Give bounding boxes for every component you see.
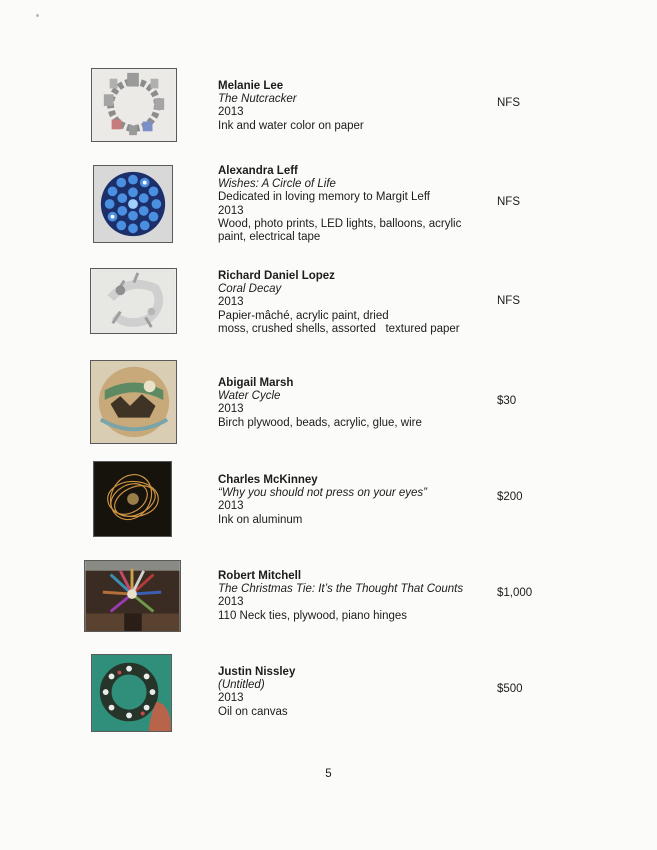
artwork-info bbox=[218, 666, 478, 719]
artwork-title: Water Cycle bbox=[218, 390, 281, 403]
artist-name: Charles McKinney bbox=[218, 474, 318, 486]
artwork-medium-line1: Papier-mâché, acrylic paint, dried bbox=[218, 309, 389, 322]
artwork-year: 2013 bbox=[218, 106, 244, 119]
artwork-thumbnail-water-cycle bbox=[90, 360, 177, 444]
artist-name: Abigail Marsh bbox=[218, 377, 294, 389]
untitled-painting-image bbox=[92, 655, 171, 731]
artwork-thumbnail-press-on-eyes bbox=[93, 461, 172, 537]
artwork-title: The Christmas Tie: It’s the Thought That Counts bbox=[218, 583, 464, 596]
artwork-medium: Ink and water color on paper bbox=[218, 119, 364, 132]
artist-name: Robert Mitchell bbox=[218, 570, 302, 582]
artwork-medium: Oil on canvas bbox=[218, 705, 288, 718]
artwork-year: 2013 bbox=[218, 692, 244, 705]
artwork-title: The Nutcracker bbox=[218, 93, 297, 106]
artwork-info bbox=[218, 474, 478, 527]
artwork-title: Coral Decay bbox=[218, 283, 282, 296]
artwork-price: $1,000 bbox=[497, 587, 533, 599]
artwork-info bbox=[218, 570, 478, 623]
artwork-thumbnail-coral-decay bbox=[90, 268, 177, 334]
artwork-price: $30 bbox=[497, 395, 517, 407]
page-number: 5 bbox=[325, 768, 332, 780]
artwork-year: 2013 bbox=[218, 596, 244, 609]
artwork-info bbox=[218, 377, 478, 430]
artwork-info bbox=[218, 165, 478, 244]
artwork-thumbnail-nutcracker bbox=[91, 68, 177, 142]
artwork-thumbnail-christmas-tie bbox=[84, 560, 181, 632]
artwork-year: 2013 bbox=[218, 204, 244, 217]
artwork-medium: 110 Neck ties, plywood, piano hinges bbox=[218, 609, 408, 622]
artwork-medium: Birch plywood, beads, acrylic, glue, wire bbox=[218, 416, 422, 429]
artwork-price: NFS bbox=[497, 295, 520, 307]
wishes-image bbox=[94, 166, 172, 242]
artwork-price: NFS bbox=[497, 196, 520, 208]
artwork-price: NFS bbox=[497, 97, 520, 109]
coral-decay-image bbox=[91, 269, 176, 333]
water-cycle-image bbox=[91, 361, 176, 443]
artist-name: Melanie Lee bbox=[218, 80, 284, 92]
artwork-medium: Ink on aluminum bbox=[218, 513, 303, 526]
artwork-dedication: Dedicated in loving memory to Margit Leff bbox=[218, 191, 430, 204]
artist-name: Alexandra Leff bbox=[218, 165, 298, 177]
scan-speck bbox=[36, 14, 39, 17]
artwork-year: 2013 bbox=[218, 500, 244, 513]
artwork-year: 2013 bbox=[218, 403, 244, 416]
artwork-title: “Why you should not press on your eyes” bbox=[218, 487, 428, 500]
press-on-eyes-image bbox=[94, 462, 171, 536]
nutcracker-image bbox=[92, 69, 176, 141]
artwork-title: (Untitled) bbox=[218, 679, 265, 692]
christmas-tie-image bbox=[85, 561, 180, 631]
artwork-thumbnail-untitled bbox=[91, 654, 172, 732]
artwork-info bbox=[218, 80, 478, 133]
artwork-medium: Wood, photo prints, LED lights, balloons, acrylic paint, electrical tape bbox=[218, 217, 462, 244]
artist-name: Justin Nissley bbox=[218, 666, 296, 678]
artist-name: Richard Daniel Lopez bbox=[218, 270, 335, 282]
artwork-year: 2013 bbox=[218, 296, 244, 309]
artwork-medium-line2: moss, crushed shells, assorted textured paper bbox=[218, 322, 460, 335]
artwork-price: $200 bbox=[497, 491, 523, 503]
artwork-title: Wishes: A Circle of Life bbox=[218, 178, 336, 191]
artwork-info bbox=[218, 270, 478, 336]
artwork-price: $500 bbox=[497, 683, 523, 695]
artwork-thumbnail-wishes bbox=[93, 165, 173, 243]
